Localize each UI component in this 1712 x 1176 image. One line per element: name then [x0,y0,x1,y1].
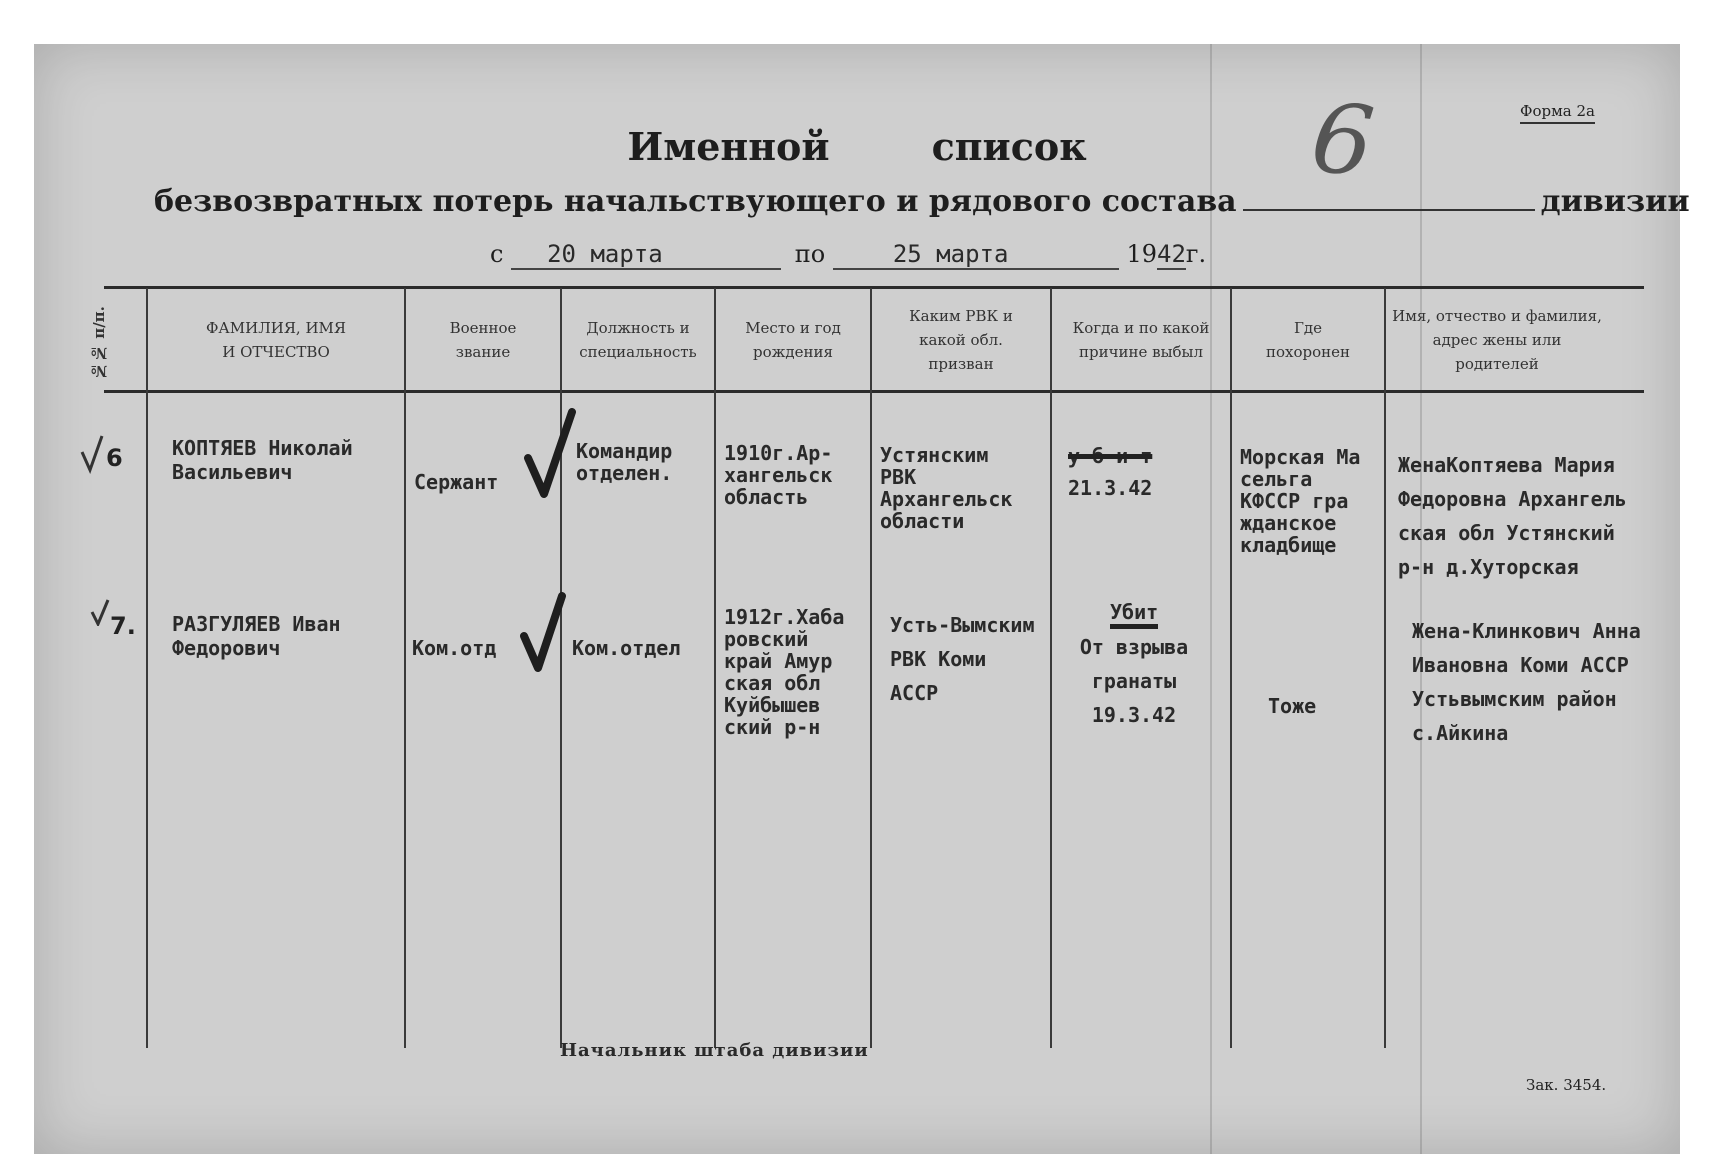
header-relatives: Имя, отчество и фамилия, адрес жены или родителей [1392,307,1602,373]
chief-of-staff-signature-label: Начальник штаба дивизии [560,1040,869,1061]
division-blank-line [1243,185,1535,211]
checkmark-icon [80,434,106,474]
row-status: у б и т [1068,444,1153,468]
row-name: КОПТЯЕВ Николай Васильевич [172,436,353,484]
row-buried: Морская Ма сельга КФССР гра жданское кладбище [1240,445,1361,557]
row-rank: Ком.отд [412,636,497,660]
subtitle-suffix: дивизии [1540,184,1690,219]
period-year-value: 42 [1157,240,1186,268]
period-to-label: по [794,240,826,268]
row-birth: 1912г.Хаба ровский край Амур ская обл Куйбышев ский р-н [724,605,845,739]
period-year-prefix: 19 [1126,240,1158,268]
subtitle-text: безвозвратных потерь начальствующего и рядового состава [154,184,1237,219]
header-position: Должность и специальность [579,319,697,361]
checkmark-icon [90,598,110,626]
header-number: №№ п/п. [90,306,108,380]
header-name: ФАМИЛИЯ, ИМЯ И ОТЧЕСТВО [205,319,347,361]
handwritten-page-number: 6 [1306,81,1379,199]
form-label: Форма 2а [1520,102,1595,124]
document-title [34,124,1680,169]
period-line [490,240,1206,270]
header-rank: Военное звание [449,319,517,361]
row-relatives: ЖенаКоптяева Мария Федоровна Архангель ская обл Устянский р-н д.Хуторская [1398,453,1627,579]
checkmark-icon [520,592,566,672]
row-drafted: Устянским РВК Архангельск области [880,443,1013,533]
period-from-value: 20 марта [511,240,781,270]
column-divider [404,288,406,1048]
period-to-value: 25 марта [833,240,1119,270]
header-birth: Место и год рождения [745,319,841,361]
row-birth: 1910г.Ар- хангельск область [724,441,833,509]
row-relatives: Жена-Клинкович Анна Ивановна Коми АССР Устьвымским район с.Айкина [1412,619,1641,745]
title-word-1: Именной [627,124,830,169]
row-number: 7. [86,612,136,640]
row-number: 6 [82,444,123,472]
order-number: Зак. 3454. [1526,1076,1607,1094]
column-divider [870,288,872,1048]
row-cause: От взрыва гранаты 19.3.42 [1079,635,1189,727]
column-divider [1050,288,1052,1048]
checkmark-icon [524,408,576,498]
header-when-why: Когда и по какой причине выбыл [1072,319,1210,361]
column-divider [1384,288,1386,1048]
row-position: Ком.отдел [572,636,681,660]
period-from-label: с [490,240,504,268]
row-status: Убит [1110,600,1158,629]
period-year-suffix: г. [1185,240,1207,268]
row-rank: Сержант [414,470,499,494]
title-word-2: список [931,124,1087,169]
column-divider [714,288,716,1048]
document-sheet [34,44,1690,1154]
row-position: Командир отделен. [576,439,673,485]
row-date: 21.3.42 [1068,476,1153,500]
column-divider [146,288,148,1048]
header-drafted: Каким РВК и какой обл. призван [909,307,1013,373]
row-drafted: Усть-Вымским РВК Коми АССР [890,613,1035,705]
row-buried: Тоже [1268,694,1317,718]
column-divider [1230,288,1232,1048]
row-name: РАЗГУЛЯЕВ Иван Федорович [172,612,341,660]
document-subtitle [154,184,1690,219]
header-buried: Где похоронен [1265,319,1351,361]
